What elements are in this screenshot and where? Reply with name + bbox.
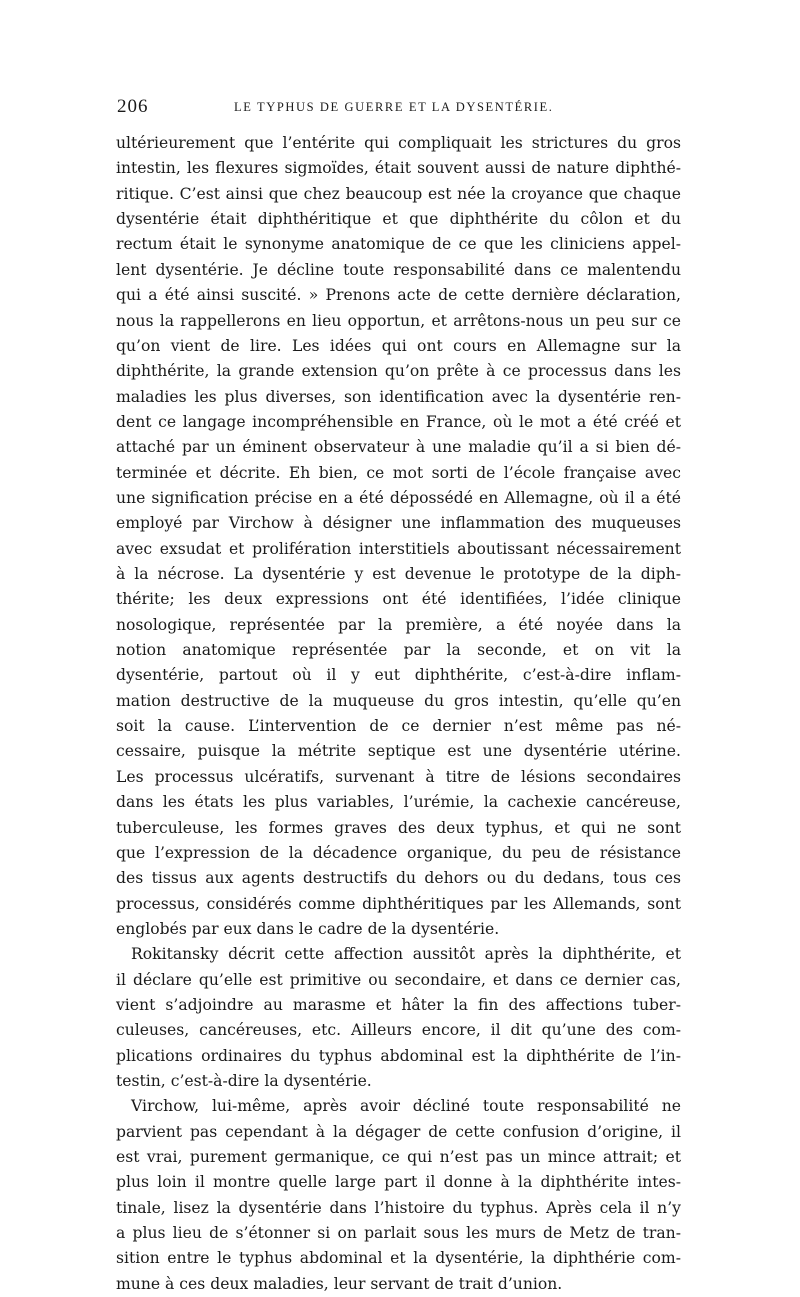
running-title: LE TYPHUS DE GUERRE ET LA DYSENTÉRIE. [234,100,554,114]
page-number: 206 [117,96,149,117]
text-line: dent ce langage incompréhensible en France, où le mot a été créé et [116,412,681,431]
text-line: qui a été ainsi suscité. » Prenons acte de cette dernière déclaration, [116,286,681,305]
text-line: que l’expression de la décadence organique, du peu de résistance [116,843,681,862]
text-line: avec exsudat et prolifération interstitiels aboutissant nécessairement [116,539,681,558]
text-line: Rokitansky décrit cette affection aussitôt après la diphthérite, et [131,945,681,964]
text-line: employé par Virchow à désigner une inflammation des muqueuses [116,514,681,533]
text-line: une signification précise en a été dépossédé en Allemagne, où il a été [116,488,681,507]
text-line: nous la rappellerons en lieu opportun, et arrêtons-nous un peu sur ce [116,311,681,330]
text-line: englobés par eux dans le cadre de la dysentérie. [116,919,500,938]
text-line: thérite; les deux expressions ont été identifiées, l’idée clinique [116,590,681,609]
text-line: cessaire, puisque la métrite septique est une dysentérie utérine. [116,742,681,761]
page-header [117,96,687,120]
text-line: testin, c’est-à-dire la dysentérie. [116,1072,372,1090]
text-line: tinale, lisez la dysentérie dans l’histoire du typhus. Après cela il n’y [116,1198,681,1217]
text-line: attaché par un éminent observateur à une maladie qu’il a si bien dé- [116,438,681,457]
text-line: notion anatomique représentée par la seconde, et on vit la [116,641,681,659]
text-line: qu’on vient de lire. Les idées qui ont cours en Allemagne sur la [116,336,681,355]
text-line: mation destructive de la muqueuse du gros intestin, qu’elle qu’en [116,691,681,710]
text-line: tuberculeuse, les formes graves des deux typhus, et qui ne sont [116,818,681,837]
text-line: est vrai, purement germanique, ce qui n’est pas un mince attrait; et [116,1148,681,1166]
text-line: plus loin il montre quelle large part il donne à la diphthérite intes- [116,1173,681,1192]
text-line: intestin, les flexures sigmoïdes, était souvent aussi de nature diphthé- [116,159,681,178]
text-line: parvient pas cependant à la dégager de cette confusion d’origine, il [116,1122,681,1141]
text-line: nosologique, représentée par la première, a été noyée dans la [116,615,681,634]
text-line: dysentérie, partout où il y eut diphthérite, c’est-à-dire inflam- [116,666,681,685]
text-line: processus, considérés comme diphthéritiques par les Allemands, sont [116,894,681,913]
text-line: soit la cause. L’intervention de ce dernier n’est même pas né- [116,717,681,736]
text-line: mune à ces deux maladies, leur servant de trait d’union. [116,1274,563,1293]
text-line: à la nécrose. La dysentérie y est devenue le prototype de la diph- [116,565,681,583]
text-line: Les processus ulcératifs, survenant à titre de lésions secondaires [116,767,681,786]
text-line: ultérieurement que l’entérite qui compliquait les strictures du gros [116,134,681,152]
text-line: ritique. C’est ainsi que chez beaucoup est née la croyance que chaque [116,184,681,203]
text-line: des tissus aux agents destructifs du dehors ou du dedans, tous ces [116,869,681,888]
text-line: plications ordinaires du typhus abdominal est la diphthérite de l’in- [116,1046,681,1065]
text-line: lent dysentérie. Je décline toute responsabilité dans ce malentendu [116,260,681,279]
text-line: rectum était le synonyme anatomique de ce que les cliniciens appel- [116,235,681,254]
text-line: dysentérie était diphthéritique et que diphthérite du côlon et du [116,210,681,229]
text-line: culeuses, cancéreuses, etc. Ailleurs encore, il dit qu’une des com- [116,1021,681,1040]
text-line: sition entre le typhus abdominal et la dysentérie, la diphthérie com- [116,1249,681,1268]
text-line: il déclare qu’elle est primitive ou secondaire, et dans ce dernier cas, [116,970,681,989]
text-line: Virchow, lui-même, après avoir décliné toute responsabilité ne [131,1097,681,1116]
text-line: diphthérite, la grande extension qu’on prête à ce processus dans les [116,362,681,381]
text-line: a plus lieu de s’étonner si on parlait sous les murs de Metz de tran- [116,1224,681,1242]
text-line: maladies les plus diverses, son identification avec la dysentérie ren- [116,387,681,406]
text-line: terminée et décrite. Eh bien, ce mot sorti de l’école française avec [116,463,681,482]
text-line: dans les états les plus variables, l’urémie, la cachexie cancéreuse, [116,793,681,812]
text-line: vient s’adjoindre au marasme et hâter la fin des affections tuber- [116,995,681,1014]
